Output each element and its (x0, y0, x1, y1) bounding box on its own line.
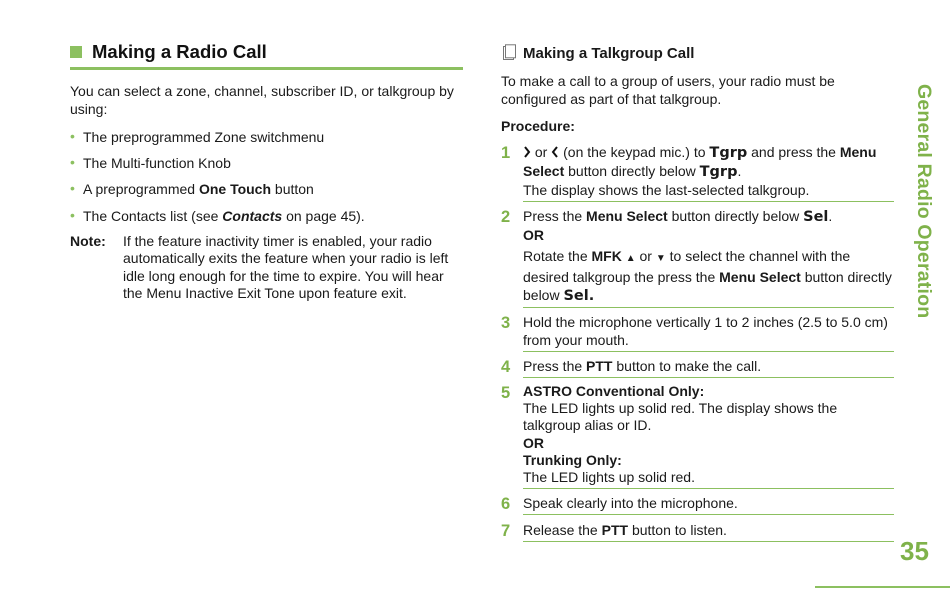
step-text: The LED lights up solid red. (523, 469, 695, 486)
right-heading-row (501, 42, 894, 64)
mode-label: ASTRO Conventional Only: (523, 383, 705, 399)
note-label: Note: (70, 232, 106, 249)
chapter-title: General Radio Operation (913, 84, 935, 319)
step-text: button to listen. (628, 522, 727, 539)
procedure-step (501, 313, 894, 352)
step-text: . (828, 208, 833, 224)
bullet-icon: • (70, 154, 75, 171)
procedure-label: Procedure: (501, 118, 575, 134)
procedure-step (501, 521, 894, 542)
step-text: Rotate the (523, 248, 592, 264)
step-text: Release the (523, 522, 602, 539)
step-number: 2 (501, 208, 511, 226)
mode-label: Trunking Only: (523, 451, 622, 468)
bullet-text: on page 45). (282, 207, 365, 224)
step-number: 5 (501, 384, 511, 402)
button-name: PTT (601, 522, 629, 539)
step-text: button directly below (564, 163, 700, 179)
step-text: or (635, 248, 656, 264)
step-body (523, 143, 894, 202)
or-separator: OR (523, 227, 544, 243)
section-intro: To make a call to a group of users, your radio must be configured as part of that talkgroup. (501, 73, 835, 107)
step-body (523, 357, 894, 378)
notepad-icon (501, 44, 517, 62)
bullet-text: The preprogrammed Zone switchmenu (83, 129, 325, 145)
step-text: to select the channel with the desired talkgroup the press the (523, 248, 851, 285)
step-number: 3 (501, 314, 511, 332)
bullet-icon: • (70, 180, 75, 197)
footer-rule (815, 586, 950, 588)
bullet-icon: • (70, 128, 75, 144)
bullet-icon: • (70, 206, 75, 223)
step-number: 6 (501, 495, 511, 514)
step-text: (on the keypad mic.) to (559, 144, 710, 160)
left-heading-row (70, 38, 463, 66)
list-item (70, 154, 463, 172)
list-item (70, 207, 463, 225)
procedure-step (501, 494, 894, 515)
bullet-text: A preprogrammed (83, 181, 199, 198)
step-number: 7 (501, 522, 511, 541)
procedure-step (501, 357, 894, 378)
step-text: or (531, 144, 552, 160)
or-separator: OR (523, 434, 544, 451)
bullet-bold: One Touch (198, 181, 272, 198)
down-arrow-icon: ▼ (655, 253, 666, 264)
step-body: Speak clearly into the microphone. (523, 494, 894, 515)
bullet-list (70, 128, 463, 225)
step-body (523, 383, 894, 489)
step-text: Press the (523, 208, 587, 224)
note-block (70, 233, 463, 303)
right-arrow-icon (523, 146, 531, 158)
step-text: button to make the call. (612, 358, 762, 374)
heading-rule (70, 67, 463, 70)
contacts-link[interactable]: Contacts (222, 207, 283, 224)
step-text: and press the (747, 144, 840, 160)
display-text: Sel (803, 209, 829, 225)
procedure-step (501, 383, 894, 489)
button-name: MFK (591, 248, 622, 264)
note-text: If the feature inactivity timer is enabled, your radio automatically exits the feature when your radio is left idle long enough for the time to expire. You will hear the Menu Inactive Exit Tone upon feature exit. (123, 232, 449, 302)
step-number: 4 (501, 358, 511, 376)
right-section (501, 42, 894, 542)
procedure-step (501, 143, 894, 202)
left-section (70, 38, 463, 303)
section-title: Making a Radio Call (92, 41, 267, 62)
list-item (70, 128, 463, 146)
step-text: Press the (523, 358, 587, 374)
step-text: button directly below (667, 208, 804, 224)
step-text: button directly below (523, 269, 892, 303)
display-text: Sel. (563, 288, 595, 304)
step-body: Hold the microphone vertically 1 to 2 inches (2.5 to 5.0 cm) from your mouth. (523, 313, 894, 352)
section-intro: You can select a zone, channel, subscriber ID, or talkgroup by using: (70, 83, 454, 117)
bullet-text: button (271, 181, 314, 198)
step-number: 1 (501, 144, 511, 162)
display-text: Tgrp (699, 164, 738, 180)
button-name: Menu Select (586, 208, 668, 224)
button-name: PTT (586, 358, 613, 374)
bullet-text: The Multi-function Knob (83, 155, 231, 172)
list-item (70, 180, 463, 198)
section-square-icon (70, 46, 82, 58)
button-name: Menu Select (719, 269, 801, 285)
step-text: The display shows the last-selected talkgroup. (523, 182, 810, 198)
section-title: Making a Talkgroup Call (523, 44, 695, 62)
step-text: . (737, 163, 742, 179)
up-arrow-icon: ▲ (625, 253, 636, 264)
display-text: Tgrp (709, 145, 748, 161)
step-text: The LED lights up solid red. The display shows the talkgroup alias or ID. (523, 400, 838, 434)
bullet-text: The Contacts list (see (83, 207, 223, 224)
procedure-step (501, 207, 894, 308)
button-name: Menu Select (523, 144, 877, 179)
chapter-tab (912, 84, 942, 344)
step-body (523, 207, 894, 308)
step-body (523, 521, 894, 542)
page-number: 35 (900, 536, 929, 566)
